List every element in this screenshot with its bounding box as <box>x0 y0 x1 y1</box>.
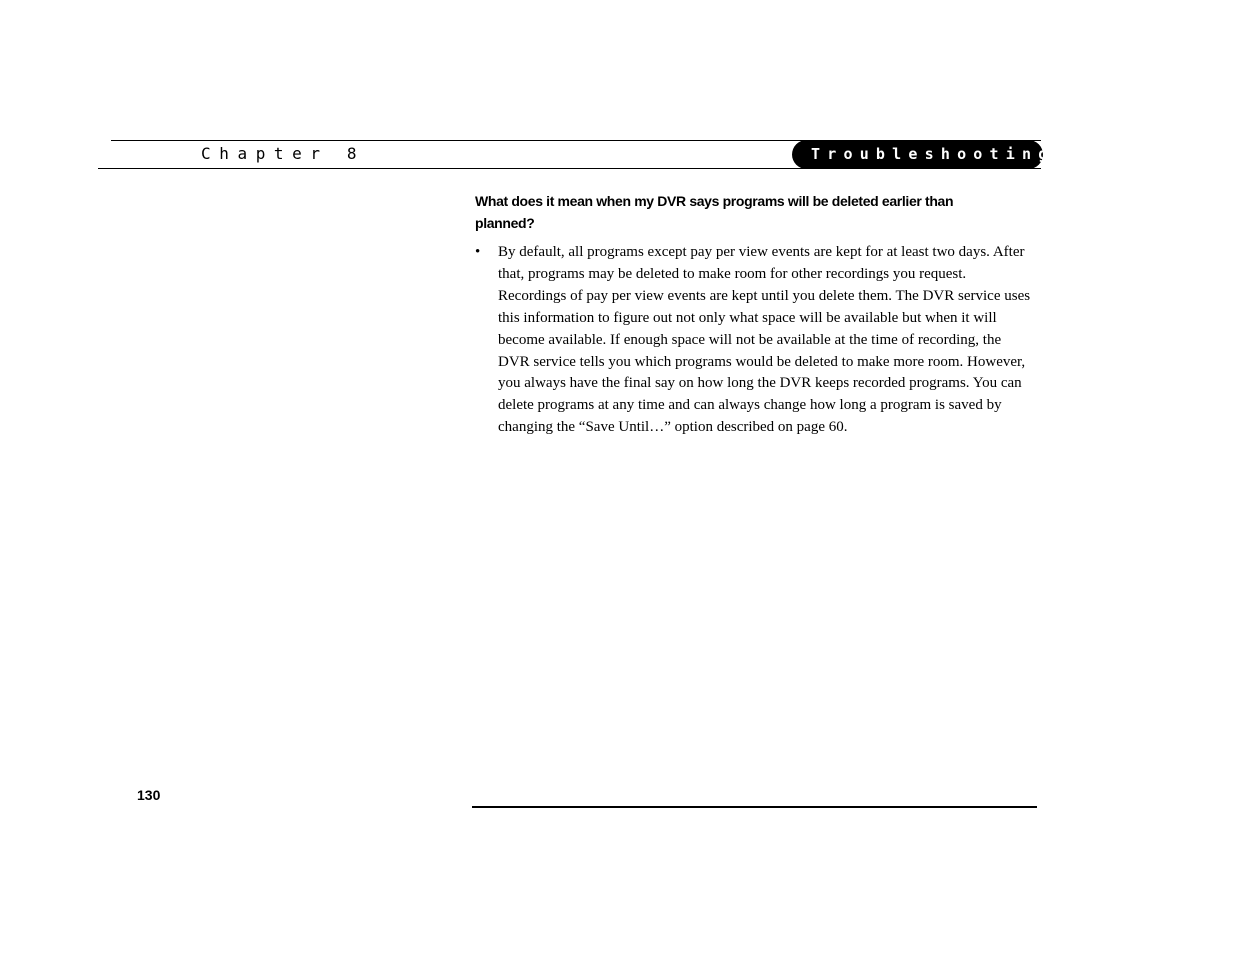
list-item <box>475 242 1035 439</box>
page-number: 130 <box>137 787 161 803</box>
section-title: Troubleshooting <box>811 145 1055 163</box>
section-tab <box>792 140 1055 169</box>
bullet-icon: • <box>475 244 481 260</box>
footer-rule <box>472 806 1037 808</box>
faq-answer: By default, all programs except pay per view events are kept for at least two days. After that, programs may be deleted to make room for other recordings you request. Recordings of pay per view events are kept until you delete them. The DVR service uses this information to figure out not only what space will be available but when it will become available. If enough space will not be available at the time of recording, the DVR service tells you which programs would be deleted to make more room. However, you always have the final say on how long the DVR keeps recorded programs. You can delete programs at any time and can always change how long a program is saved by changing the “Save Until…” option described on page 60. <box>498 244 1031 436</box>
chapter-label: Chapter 8 <box>201 144 366 163</box>
header-bottom-rule <box>98 168 1041 169</box>
faq-question: What does it mean when my DVR says programs will be deleted earlier than planned? <box>475 193 954 231</box>
